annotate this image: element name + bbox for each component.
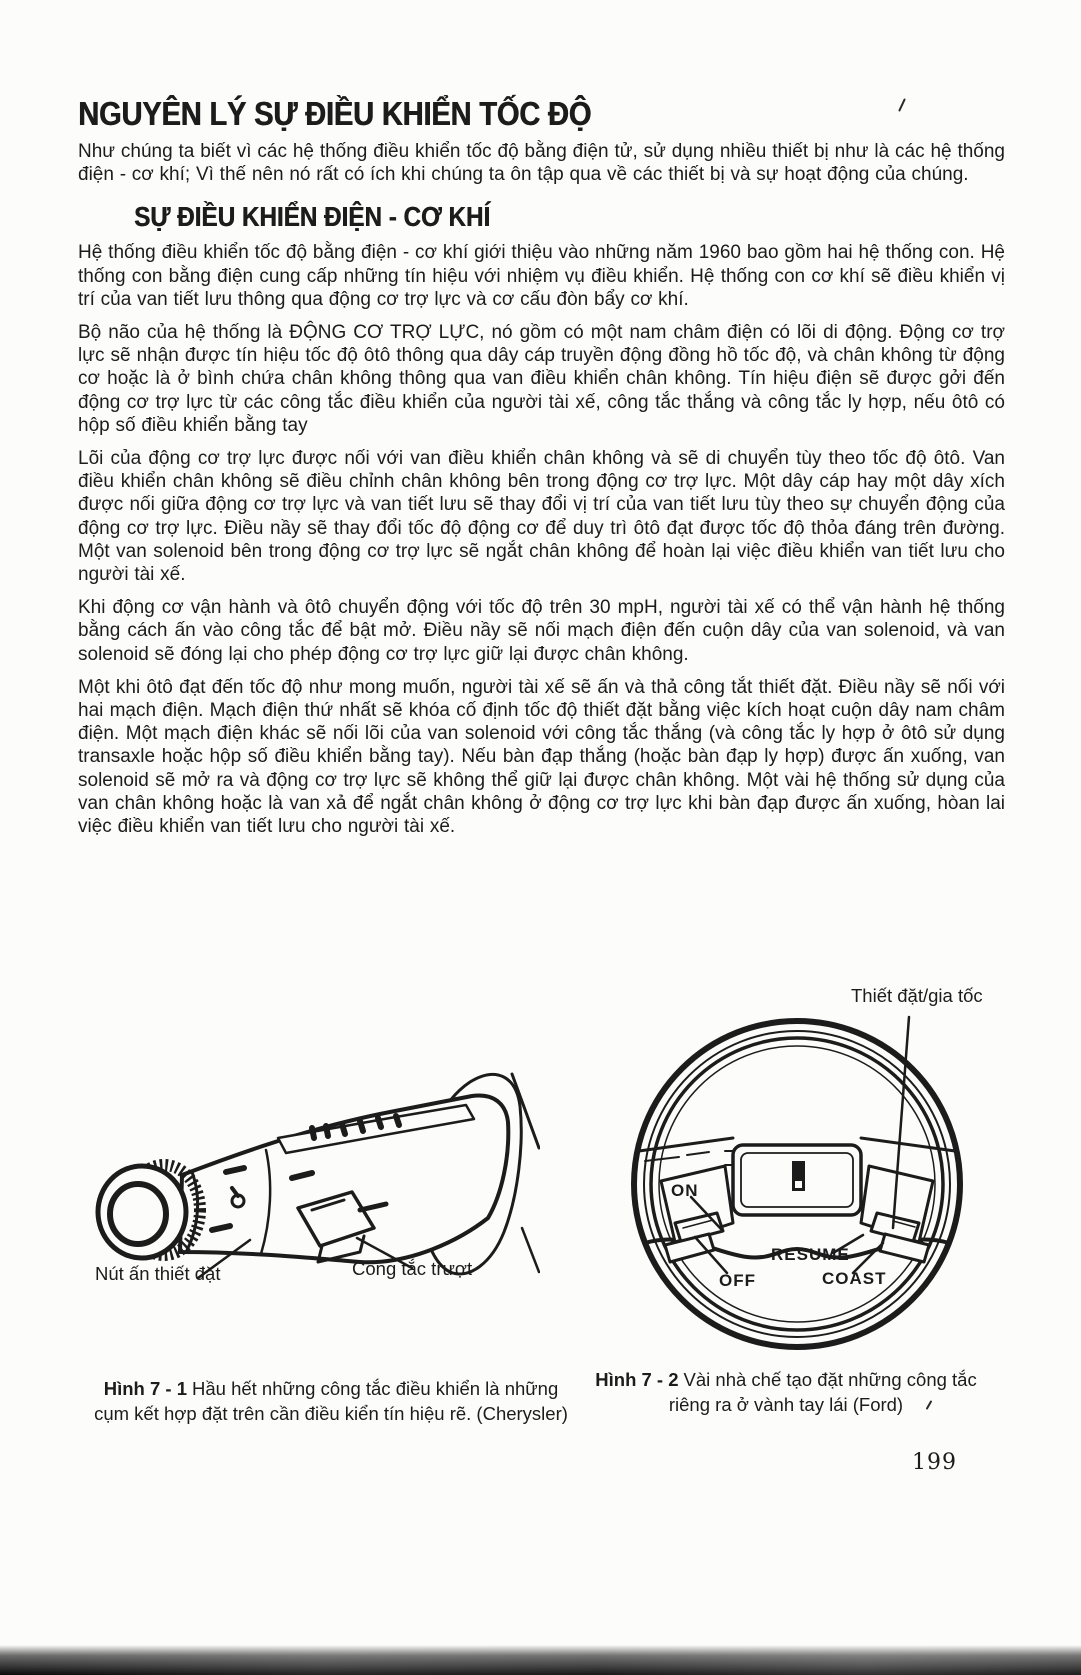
wheel-resume-label: RESUME xyxy=(771,1245,850,1264)
body-paragraph: Khi động cơ vận hành và ôtô chuyển động với tốc độ trên 30 mpH, người tài xế có thể vận hành hệ thống bằng cách ấn vào công tắc để bật mở. Điều nầy sẽ nối mạch điện đến cuộn dây của van solenoid, và van solenoid sẽ đóng lại cho phép động cơ trợ lực giữ lại được chân không. xyxy=(78,597,1005,665)
figure-control-stalk xyxy=(60,1060,540,1305)
figures-section xyxy=(0,905,1081,1545)
wheel-off-label: OFF xyxy=(719,1271,756,1290)
stalk-slide-switch-label: Công tắc trượt xyxy=(352,1258,473,1279)
steering-wheel-illustration xyxy=(575,985,985,1360)
text-column xyxy=(78,96,1005,838)
figure1-caption xyxy=(88,1377,574,1426)
stalk-set-button-label: Nút ấn thiết đặt xyxy=(95,1263,221,1284)
section-heading: SỰ ĐIỀU KHIỂN ĐIỆN - CƠ KHÍ xyxy=(134,202,491,234)
figure1-caption-number: Hình 7 - 1 xyxy=(103,1378,187,1399)
page-number: 199 xyxy=(912,1450,957,1475)
page-title: NGUYÊN LÝ SỰ ĐIỀU KHIỂN TỐC ĐỘ xyxy=(78,96,592,133)
wheel-coast-label: COAST xyxy=(822,1269,887,1288)
figure2-caption-number: Hình 7 - 2 xyxy=(595,1369,679,1390)
wheel-set-accel-label: Thiết đặt/gia tốc xyxy=(851,985,983,1006)
intro-paragraph: Như chúng ta biết vì các hệ thống điều khiển tốc độ bằng điện tử, sử dụng nhiều thiết bị như là các hệ thống điện - cơ khí; Vì thế nên nó rất có ích khi chúng ta ôn tập qua về các thiết bị và sự hoạt động của chúng. xyxy=(78,141,1005,186)
horn-pad xyxy=(733,1145,861,1215)
body-paragraph: Một khi ôtô đạt đến tốc độ như mong muốn, người tài xế sẽ ấn và thả công tắt thiết đặt. Điều nầy sẽ nối với hai mạch điện. Mạch điện thứ nhất sẽ khóa cố định tốc độ thiết đặt bằng việc kích hoạt cuộn dây nam châm điện. Một mạch điện khác sẽ nối lõi của van solenoid với công tắc thắng (và công tắc ly hợp ở ôtô sử dụng transaxle hoặc hộp số điều khiển bằng tay). Nếu bàn đạp thắng (hoặc bàn đạp ly hợp) được ấn xuống, van solenoid sẽ mở ra và động cơ trợ lực sẽ không thể giữ lại được chân không. Một vài hệ thống sử dụng của van chân không hoặc là van xả để ngắt chân không ở động cơ trợ lực khi bàn đạp được ấn xuống, hòan lai việc điều khiển van tiết lưu cho người tài xế. xyxy=(78,676,1005,838)
figure1-caption-text: Hầu hết những công tắc điều khiển là những cụm kết hợp đặt trên cần điều kiển tín hiệu rẽ. (Cherysler) xyxy=(94,1378,568,1424)
wheel-on-label: ON xyxy=(671,1181,699,1200)
body-paragraph: Hệ thống điều khiển tốc độ bằng điện - cơ khí giới thiệu vào những năm 1960 bao gồm hai hệ thống con. Hệ thống con bằng điện cung cấp những tín hiệu với nhiệm vụ điều khiển. Hệ thống con cơ khí sẽ điều khiển vị trí của van tiết lưu thông qua động cơ trợ lực và cơ cấu đòn bẩy cơ khí. xyxy=(78,242,1005,310)
body-paragraph: Lõi của động cơ trợ lực được nối với van điều khiển chân không và sẽ di chuyển tùy theo tốc độ ôtô. Van điều khiển chân không sẽ điều chỉnh chân không bên trong động cơ trợ lực. Một dây cáp hay một dây xích được nối giữa động cơ trợ lực và van tiết lưu sẽ thay đổi vị trí của van tiết lưu tùy theo sự chuyển động của động cơ trợ lực. Điều nầy sẽ thay đổi tốc độ động cơ để duy trì ôtô đạt được tốc độ thỏa đáng trên đường. Một van solenoid bên trong động cơ trợ lực sẽ ngắt chân không để hoàn lại việc điều khiển van tiết lưu cho người tài xế. xyxy=(78,448,1005,586)
body-paragraph: Bộ não của hệ thống là ĐỘNG CƠ TRỢ LỰC, nó gồm có một nam châm điện có lõi di động. Động cơ trợ lực sẽ nhận được tín hiệu tốc độ ôtô thông qua dây cáp truyền động đồng hồ tốc độ, và chân không từ động cơ hoặc là ở bình chứa chân không thông qua van điều khiển chân không. Tín hiệu điện sẽ được gởi đến động cơ trợ lực từ các công tắc điều khiển của người tài xế, công tắc thắng và công tắc ly hợp, nếu ôtô có hộp số điều khiển bằng tay xyxy=(78,322,1005,436)
figure-steering-wheel xyxy=(575,985,985,1360)
figure2-caption-text: Vài nhà chế tạo đặt những công tắc riêng ra ở vành tay lái (Ford) xyxy=(668,1369,977,1415)
figure2-caption xyxy=(590,1368,982,1417)
scan-edge-shadow xyxy=(0,1645,1081,1675)
